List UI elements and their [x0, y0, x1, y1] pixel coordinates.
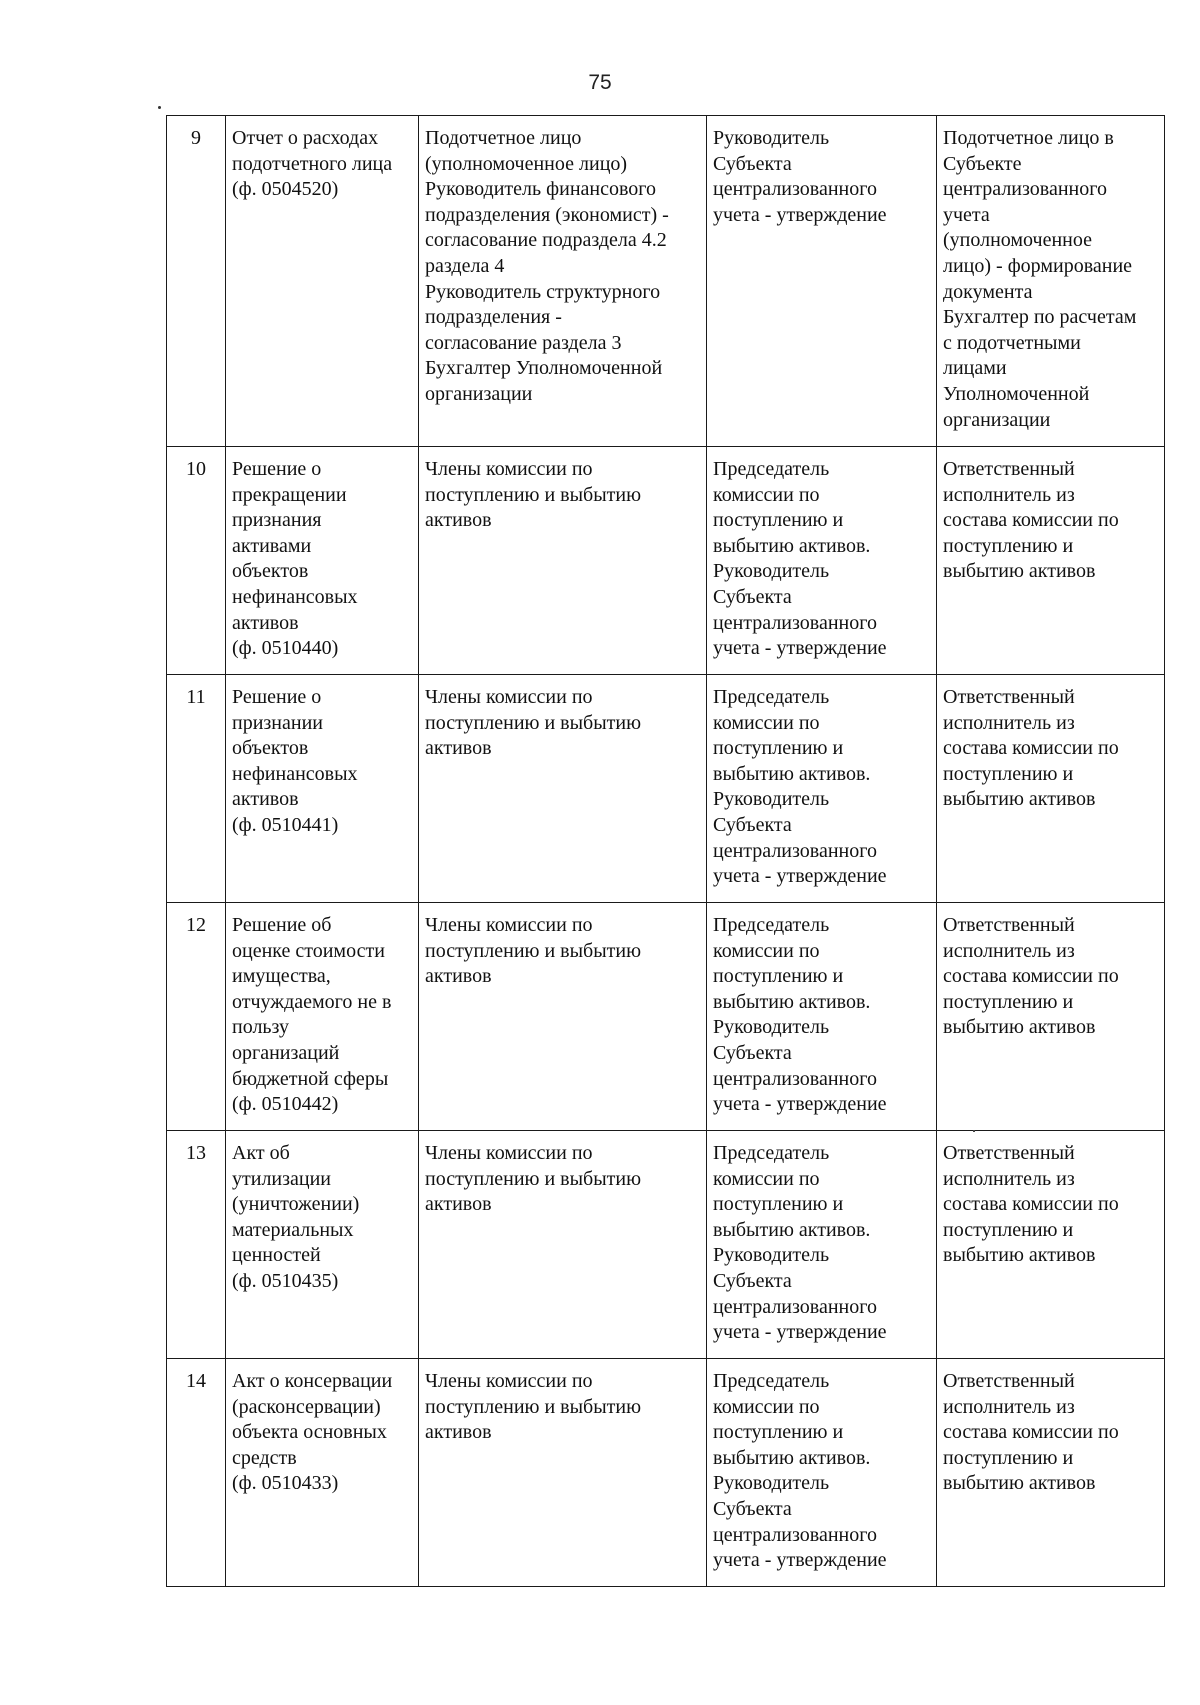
document-name-cell: Решение о признании объектов нефинансовых активов (ф. 0510441): [226, 675, 419, 903]
table-row: [167, 1131, 1165, 1359]
responsible-cell: Ответственный исполнитель из состава комиссии по поступлению и выбытию активов: [937, 1131, 1165, 1359]
prepares-cell: Подотчетное лицо (уполномоченное лицо) Руководитель финансового подразделения (экономист) - согласование подраздела 4.2 раздела 4 Руководитель структурного подразделения - согласование раздела 3 Бухгалтер Уполномоченной организации: [419, 116, 707, 447]
prepares-cell: Члены комиссии по поступлению и выбытию активов: [419, 675, 707, 903]
table-row: [167, 1359, 1165, 1587]
table-row: [167, 903, 1165, 1131]
responsible-cell: Ответственный исполнитель из состава комиссии по поступлению и выбытию активов: [937, 1359, 1165, 1587]
row-number: 10: [167, 447, 226, 675]
scan-artifact-mark: [973, 1130, 975, 1132]
document-name-cell: Отчет о расходах подотчетного лица (ф. 0504520): [226, 116, 419, 447]
row-number: 9: [167, 116, 226, 447]
document-name-cell: Акт о консервации (расконсервации) объекта основных средств (ф. 0510433): [226, 1359, 419, 1587]
signs-cell: Председатель комиссии по поступлению и выбытию активов. Руководитель Субъекта централизованного учета - утверждение: [707, 675, 937, 903]
signs-cell: Председатель комиссии по поступлению и выбытию активов. Руководитель Субъекта централизованного учета - утверждение: [707, 1359, 937, 1587]
responsible-cell: Подотчетное лицо в Субъекте централизованного учета (уполномоченное лицо) - формирование документа Бухгалтер по расчетам с подотчетными лицами Уполномоченной организации: [937, 116, 1165, 447]
prepares-cell: Члены комиссии по поступлению и выбытию активов: [419, 1131, 707, 1359]
signs-cell: Руководитель Субъекта централизованного учета - утверждение: [707, 116, 937, 447]
signs-cell: Председатель комиссии по поступлению и выбытию активов. Руководитель Субъекта централизованного учета - утверждение: [707, 903, 937, 1131]
signs-cell: Председатель комиссии по поступлению и выбытию активов. Руководитель Субъекта централизованного учета - утверждение: [707, 1131, 937, 1359]
prepares-cell: Члены комиссии по поступлению и выбытию активов: [419, 447, 707, 675]
table-row: [167, 675, 1165, 903]
responsible-cell: Ответственный исполнитель из состава комиссии по поступлению и выбытию активов: [937, 447, 1165, 675]
prepares-cell: Члены комиссии по поступлению и выбытию активов: [419, 903, 707, 1131]
scan-artifact-dot: [158, 106, 161, 109]
document-name-cell: Решение о прекращении признания активами объектов нефинансовых активов (ф. 0510440): [226, 447, 419, 675]
row-number: 12: [167, 903, 226, 1131]
prepares-cell: Члены комиссии по поступлению и выбытию активов: [419, 1359, 707, 1587]
signs-cell: Председатель комиссии по поступлению и выбытию активов. Руководитель Субъекта централизованного учета - утверждение: [707, 447, 937, 675]
document-name-cell: Решение об оценке стоимости имущества, отчуждаемого не в пользу организаций бюджетной сферы (ф. 0510442): [226, 903, 419, 1131]
document-name-cell: Акт об утилизации (уничтожении) материальных ценностей (ф. 0510435): [226, 1131, 419, 1359]
responsible-cell: Ответственный исполнитель из состава комиссии по поступлению и выбытию активов: [937, 675, 1165, 903]
row-number: 14: [167, 1359, 226, 1587]
row-number: 13: [167, 1131, 226, 1359]
table-row: [167, 116, 1165, 447]
responsible-cell: Ответственный исполнитель из состава комиссии по поступлению и выбытию активов: [937, 903, 1165, 1131]
row-number: 11: [167, 675, 226, 903]
page-number: 75: [588, 71, 612, 94]
table-row: [167, 447, 1165, 675]
document-flow-table: [166, 115, 1165, 1587]
